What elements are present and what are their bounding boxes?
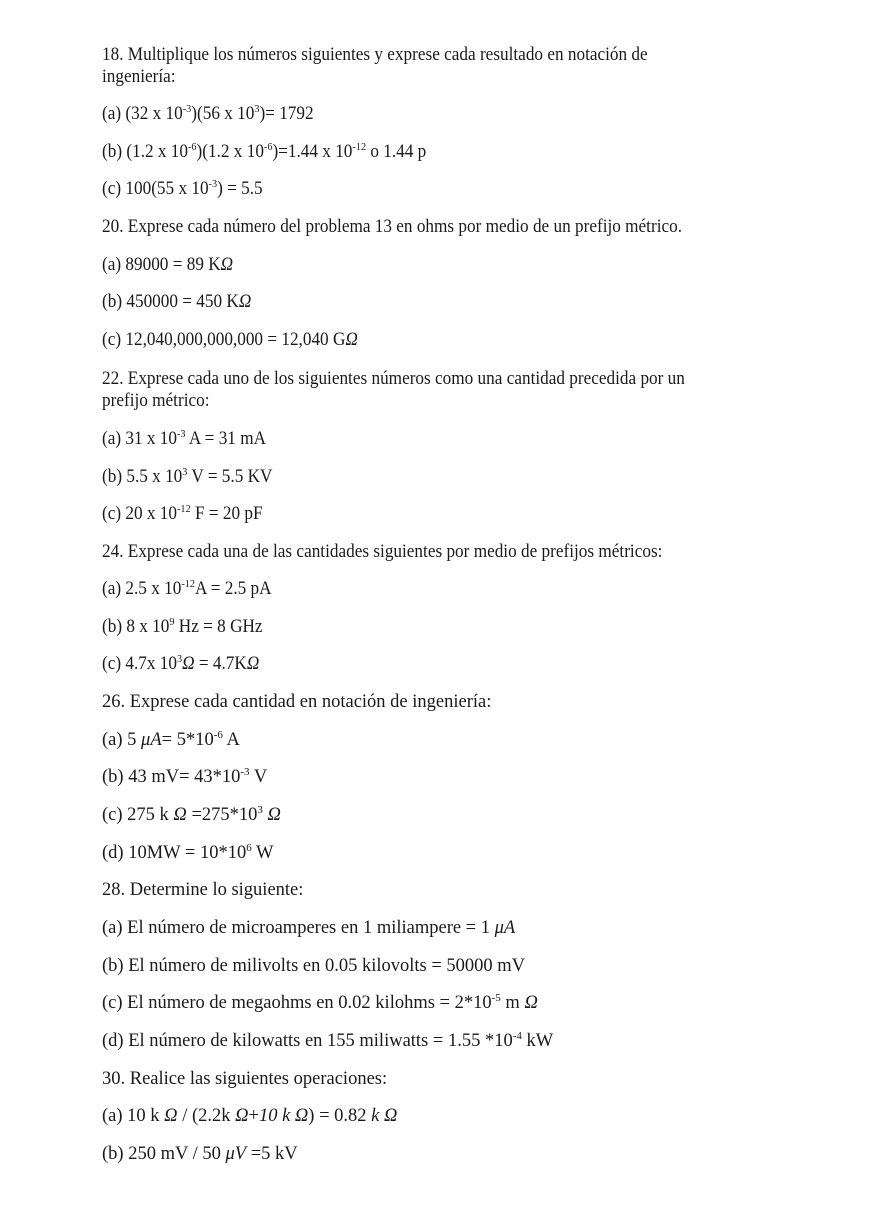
problem-22-title xyxy=(102,368,685,390)
ohm-symbol: Ω xyxy=(238,292,252,312)
text: = 5*10 xyxy=(161,730,214,750)
ohm-symbol: Ω xyxy=(246,654,260,674)
micro-amp-symbol: μA xyxy=(494,918,516,938)
ohm-symbol: Ω xyxy=(220,255,234,275)
text: + xyxy=(248,1106,259,1126)
text: o 1.44 p xyxy=(366,142,427,162)
text: (d) 10MW = 10*10 xyxy=(102,843,247,863)
problem-26-item-c xyxy=(102,804,281,826)
text: / (2.2k xyxy=(177,1106,236,1126)
text: ) = 5.5 xyxy=(217,179,263,199)
ohm-symbol: Ω xyxy=(524,993,538,1013)
exponent: -12 xyxy=(177,503,191,515)
problem-30-item-a xyxy=(102,1105,397,1127)
text: A = 31 mA xyxy=(185,429,267,449)
problem-18-title-cont xyxy=(102,66,176,88)
problem-18-item-c xyxy=(102,178,263,200)
text: )(1.2 x 10 xyxy=(196,142,264,162)
title-line: 20. Exprese cada número del problema 13 en ohms por medio de un prefijo métrico. xyxy=(102,217,683,237)
text: (a) (32 x 10 xyxy=(102,104,183,124)
exponent: -5 xyxy=(491,992,501,1004)
exponent: -4 xyxy=(512,1030,522,1042)
problem-26-item-b xyxy=(102,766,267,788)
text: m xyxy=(500,993,525,1013)
text: (a) 5 xyxy=(102,730,142,750)
exponent: 6 xyxy=(246,842,252,854)
text: A = 2.5 pA xyxy=(194,579,272,599)
text: (c) 4.7x 10 xyxy=(102,654,178,674)
exponent: -12 xyxy=(352,141,367,153)
exponent: 3 xyxy=(254,103,260,115)
exponent: 3 xyxy=(177,653,183,665)
problem-22-item-a xyxy=(102,428,266,450)
ohm-symbol: Ω xyxy=(173,805,187,825)
problem-24-item-a xyxy=(102,578,272,600)
ohm-symbol: Ω xyxy=(235,1106,249,1126)
problem-20-item-b xyxy=(102,291,251,313)
problem-22-item-c xyxy=(102,503,263,525)
problem-26-item-d xyxy=(102,842,273,864)
problem-22-item-b xyxy=(102,466,272,488)
title-line: 26. Exprese cada cantidad en notación de ingeniería: xyxy=(102,692,492,712)
problem-28-item-a xyxy=(102,917,515,939)
title-line: prefijo métrico: xyxy=(102,391,210,411)
problem-26-item-a xyxy=(102,729,240,751)
exponent: 3 xyxy=(182,466,188,478)
exponent: -3 xyxy=(240,766,250,778)
title-line: 30. Realice las siguientes operaciones: xyxy=(102,1069,388,1089)
text: F = 20 pF xyxy=(190,504,263,524)
problem-26-title xyxy=(102,691,491,713)
text: Hz = 8 GHz xyxy=(174,617,263,637)
text: (a) 10 k xyxy=(102,1106,165,1126)
problem-18-title xyxy=(102,44,648,66)
text: V = 5.5 KV xyxy=(187,467,273,487)
text: (a) 2.5 x 10 xyxy=(102,579,182,599)
text: (a) El número de microamperes en 1 miliampere = 1 xyxy=(102,918,495,938)
exponent: -6 xyxy=(188,141,197,153)
text: (c) 20 x 10 xyxy=(102,504,178,524)
text: (c) El número de megaohms en 0.02 kilohms = 2*10 xyxy=(102,993,492,1013)
ohm-symbol: Ω xyxy=(267,805,281,825)
title-line: ingeniería: xyxy=(102,67,176,87)
text: (d) El número de kilowatts en 155 miliwatts = 1.55 *10 xyxy=(102,1031,513,1051)
problem-24-title xyxy=(102,541,662,563)
text: kW xyxy=(521,1031,554,1051)
exponent: 3 xyxy=(257,804,263,816)
text: ) = 0.82 xyxy=(308,1106,372,1126)
text: W xyxy=(251,843,274,863)
problem-24-item-b xyxy=(102,616,263,638)
problem-24-item-c xyxy=(102,653,259,675)
text: A xyxy=(222,730,240,750)
problem-18-item-a xyxy=(102,103,314,125)
text: V xyxy=(249,767,268,787)
text: =5 kV xyxy=(246,1144,298,1164)
problem-28-title xyxy=(102,879,303,901)
text: = 4.7K xyxy=(194,654,247,674)
text: =275*10 xyxy=(186,805,258,825)
problem-20-item-a xyxy=(102,254,233,276)
problem-28-item-d xyxy=(102,1030,553,1052)
exponent: -3 xyxy=(177,428,186,440)
exponent: -3 xyxy=(182,103,192,115)
text: (b) 450000 = 450 K xyxy=(102,292,239,312)
italic-value: 10 k Ω xyxy=(258,1106,309,1126)
problem-28-item-b xyxy=(102,955,525,977)
text: (b) 8 x 10 xyxy=(102,617,170,637)
text: (b) 43 mV= 43*10 xyxy=(102,767,241,787)
text: (b) 250 mV / 50 xyxy=(102,1144,226,1164)
text: (c) 100(55 x 10 xyxy=(102,179,209,199)
exponent: -12 xyxy=(181,578,195,590)
text: )=1.44 x 10 xyxy=(272,142,353,162)
ohm-symbol: Ω xyxy=(182,654,195,674)
italic-unit: k Ω xyxy=(371,1106,398,1126)
exponent: -6 xyxy=(213,729,223,741)
text: )(56 x 10 xyxy=(191,104,255,124)
title-line: 22. Exprese cada uno de los siguientes números como una cantidad precedida por un xyxy=(102,369,685,389)
problem-22-title-cont xyxy=(102,390,210,412)
text: (c) 275 k xyxy=(102,805,174,825)
micro-amp-symbol: μA xyxy=(141,730,162,750)
text: (b) (1.2 x 10 xyxy=(102,142,189,162)
text: )= 1792 xyxy=(259,104,314,124)
title-line: 28. Determine lo siguiente: xyxy=(102,880,304,900)
text: (a) 89000 = 89 K xyxy=(102,255,221,275)
problem-20-item-c xyxy=(102,329,358,351)
problem-30-item-b xyxy=(102,1143,298,1165)
exponent: -6 xyxy=(263,141,273,153)
text: (c) 12,040,000,000,000 = 12,040 G xyxy=(102,330,346,350)
problem-28-item-c xyxy=(102,992,538,1014)
exponent: -3 xyxy=(208,178,218,190)
micro-volt-symbol: μV xyxy=(225,1144,247,1164)
ohm-symbol: Ω xyxy=(345,330,358,350)
problem-18-item-b xyxy=(102,141,426,163)
text: (b) 5.5 x 10 xyxy=(102,467,183,487)
problem-30-title xyxy=(102,1068,387,1090)
text: (a) 31 x 10 xyxy=(102,429,178,449)
title-line: 18. Multiplique los números siguientes y exprese cada resultado en notación de xyxy=(102,45,648,65)
exponent: 9 xyxy=(169,616,175,628)
problem-20-title xyxy=(102,216,682,238)
title-line: 24. Exprese cada una de las cantidades siguientes por medio de prefijos métricos: xyxy=(102,542,663,562)
ohm-symbol: Ω xyxy=(164,1106,178,1126)
text: (b) El número de milivolts en 0.05 kilovolts = 50000 mV xyxy=(102,956,526,976)
